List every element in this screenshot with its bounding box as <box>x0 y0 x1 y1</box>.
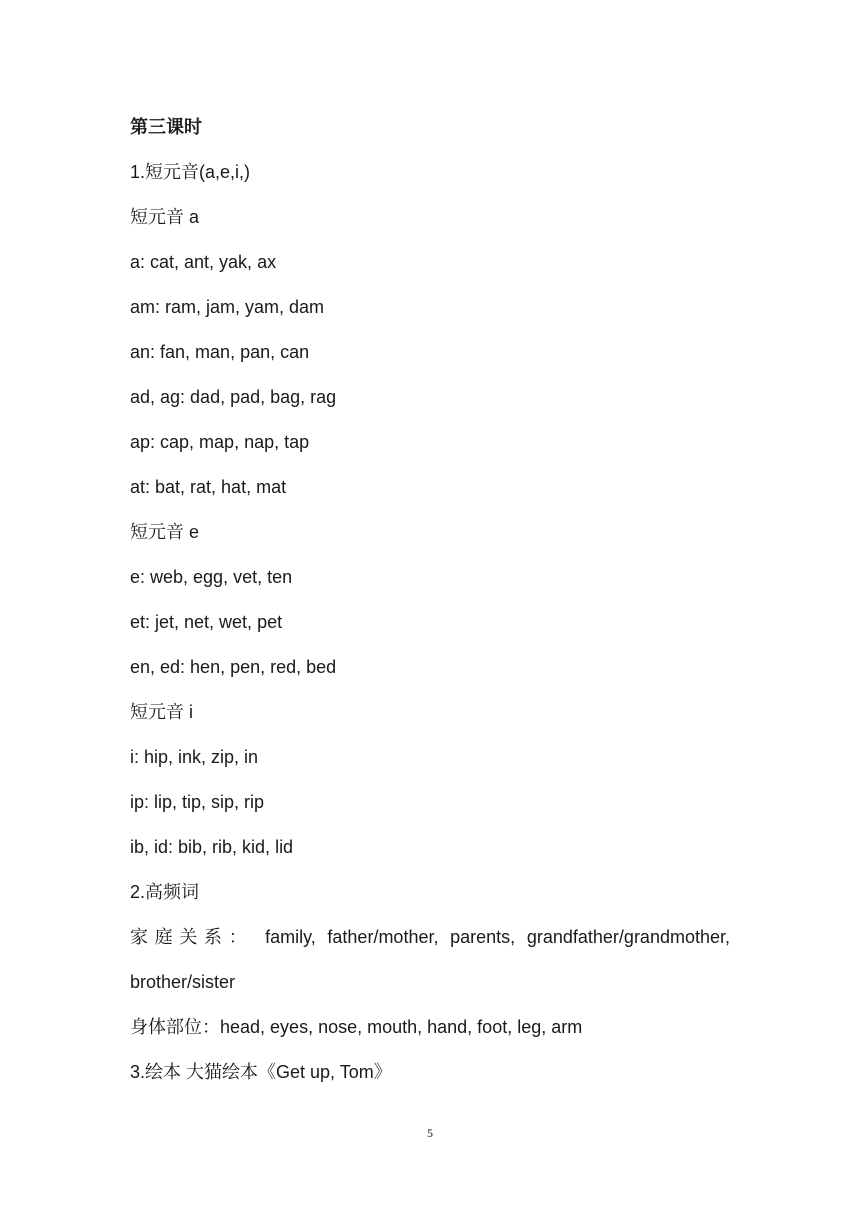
vowel-i-heading: 短元音 i <box>130 702 193 722</box>
section-title: 第三课时 <box>130 117 202 137</box>
word-list-line: at: bat, rat, hat, mat <box>130 477 287 497</box>
word-list-line: ap: cap, map, nap, tap <box>130 432 310 452</box>
word-list-line: an: fan, man, pan, can <box>130 342 310 362</box>
family-relations-continuation: brother/sister <box>130 972 236 992</box>
word-list-line: a: cat, ant, yak, ax <box>130 252 277 272</box>
high-frequency-words-heading: 2.高频词 <box>130 882 200 902</box>
body-parts-line: 身体部位：head, eyes, nose, mouth, hand, foot, leg, arm <box>130 1017 583 1037</box>
document-body <box>130 108 730 1098</box>
word-list-line: ad, ag: dad, pad, bag, rag <box>130 387 337 407</box>
short-vowels-heading: 1.短元音(a,e,i,) <box>130 162 251 182</box>
picture-book-line: 3.绘本 大猫绘本《Get up, Tom》 <box>130 1062 392 1082</box>
word-list-line: e: web, egg, vet, ten <box>130 567 293 587</box>
word-list-line: am: ram, jam, yam, dam <box>130 297 325 317</box>
word-list-line: ip: lip, tip, sip, rip <box>130 792 265 812</box>
word-list-line: en, ed: hen, pen, red, bed <box>130 657 337 677</box>
family-relations-line: 家庭关系： family, father/mother, parents, grandfather/grandmother, <box>130 927 730 947</box>
word-list-line: et: jet, net, wet, pet <box>130 612 283 632</box>
page-number: 5 <box>427 1126 433 1140</box>
word-list-line: ib, id: bib, rib, kid, lid <box>130 837 294 857</box>
vowel-e-heading: 短元音 e <box>130 522 200 542</box>
word-list-line: i: hip, ink, zip, in <box>130 747 259 767</box>
vowel-a-heading: 短元音 a <box>130 207 200 227</box>
